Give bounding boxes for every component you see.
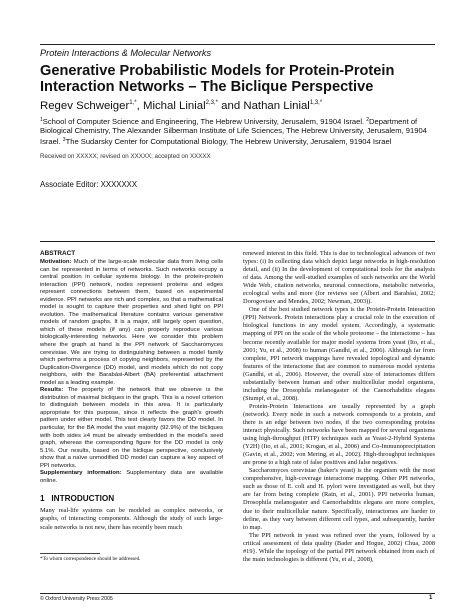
- journal-name: Protein Interactions & Molecular Networks: [40, 48, 212, 58]
- abstract-heading: ABSTRACT: [40, 250, 76, 257]
- author-name: Regev Schweiger: [40, 100, 130, 112]
- intro-paragraph: Many real-life systems can be modeled as complex networks, or graphs, of interacting components. Although the study of such large-scale networks is not new, there has recently been much: [40, 507, 223, 531]
- results-label: Results:: [40, 387, 64, 394]
- author-affiliation-marker: 1,*: [129, 100, 137, 106]
- affiliations: [40, 116, 435, 146]
- author-name: Michal Linial: [142, 100, 206, 112]
- motivation-label: Motivation:: [40, 259, 72, 265]
- abstract-motivation: [40, 259, 223, 387]
- paragraph: Saccharomyces cerevisiae (baker's yeast) is the organism with the most comprehensive, high-coverage interactome mapping. Other PPI networks, such as those of E. coli and H. pylori were investigated as well, but they are far from being complete (Rain, et al., 2001). PPI networks human, Drosophila melanogaster and Caenorhabditis elegans are more complex, due to their multicellular nature. Specifically, interactomes are harder to define, as they vary between different cell types, and subsequently, harder to map.: [243, 467, 435, 531]
- author-affiliation-marker: 1,3,*: [309, 100, 323, 106]
- footnote: *To whom correspondence should be addressed.: [40, 555, 141, 562]
- abstract-results: [40, 387, 223, 470]
- author-name: Nathan Linial: [243, 100, 310, 112]
- right-column: [243, 250, 435, 564]
- results-text: The property of the network that we observe is the distribution of maximal bicliques in the graph. This is a novel criterion to distinguish between models in this area. It is particularly appropriate for this purpose, since it reflects the graph's growth pattern under either model. This test clearly favors the DD model. In particular, for the BA model the vast majority (92.9%) of the bicliques with both sides ≥4 must be already embedded in the model's seed graph, whereas the corresponding figure for the DD model is only 5.1%. Our results, based on the biclique perspective, conclusively show that a naïve unmodified DD model can capture a key aspect of PPI networks.: [40, 387, 223, 469]
- header-bottom-rule: [40, 241, 435, 242]
- paragraph: renewed interest in this field. This is due to technological advances of two types: (i) In collecting data which depict large networks in high-resolution detail, and (ii) In the development of computational tools for the analysis of data. Among the well-studied examples of such networks are the World Wide Web, citation networks, neuronal connections, metabolic networks, ecological webs and more (for reviews see (Albert and Barabási, 2002; Dorogovtsev and Mendes, 2002; Newman, 2003)).: [243, 250, 435, 306]
- author-separator: ,: [136, 100, 143, 112]
- affiliation-text: The Sudarsky Center for Computational Biology, The Hebrew University, Jerusalem, 91904 Israel: [65, 136, 392, 146]
- section-heading-introduction: [40, 494, 223, 503]
- author-separator: and: [218, 100, 244, 112]
- affiliation-marker: 3: [62, 136, 66, 143]
- article-header: [40, 48, 435, 189]
- section-title: INTRODUCTION: [51, 494, 115, 504]
- footnote-rule: [40, 553, 100, 554]
- affiliation-marker: 1: [40, 117, 43, 123]
- author-affiliation-marker: 2,3,*: [205, 100, 218, 106]
- author-list: [40, 97, 435, 113]
- copyright: © Oxford University Press 2005: [40, 596, 113, 602]
- paragraph: One of the best studied network types is the Protein-Protein Interaction (PPI) Network. Protein interactions play a crucial role in the execution of biological functions in any model system. Accordingly, a systematic mapping of PPI on the scale of the whole proteome – the interactome – has become recently available for major model systems from yeast (Ito, et al., 2001; Yu, et al., 2008) to human (Gandhi, et al., 2006). Although far from complete, PPI network mappings have revealed topological and dynamic features of the interactome that are common to numerous model systems (Gandhi, et al., 2006). However, the overall size of interactomes differs substantially between human and other multicellular model organisms, including the Drosophila melanogaster of the Caenorhabditis elegans (Stumpf, et al., 2008).: [243, 306, 435, 402]
- left-column: [40, 250, 223, 562]
- paragraph: Protein-Protein Interactions are usually represented by a graph (network). Every node in such a network corresponds to a protein, and there is an edge between two nodes, if the two corresponding proteins interact physically. Such networks have been mapped for several organisms using high-throughput (HTP) techniques such as Yeast-2-Hybrid Systems (Y2H) (Ito, et al., 2001; Krogan, et al., 2006) and Co-Immunoprecipitation (Gavin, et al., 2002; von Mering, et al., 2002). High-throughput techniques are prone to a high rate of false positives and false negatives.: [243, 402, 435, 467]
- abstract-supplementary: [40, 470, 223, 485]
- top-rule: [40, 44, 435, 45]
- paragraph: The PPI network in yeast was refined over the years, followed by a critical assessment of data quality (Bader and Hogue, 2002) Chua, 2008 #19}. While the topology of the partial PPI network obtained from each of the main technologies is different (Yu, et al., 2008),: [243, 531, 435, 563]
- footer-rule: [40, 593, 435, 594]
- section-number: 1: [40, 494, 45, 504]
- right-column-text: [243, 250, 435, 564]
- affiliation-text: Department of Biological Chemistry, The Alexander Silberman Institute of Life Sciences, The Hebrew University, Jerusalem, 91904 Israel.: [40, 117, 427, 146]
- associate-editor: Associate Editor: XXXXXXX: [40, 180, 138, 190]
- received-dates: Received on XXXXX; revised on XXXXX; accepted on XXXXX: [40, 153, 211, 161]
- supplementary-text: Supplementary data are available online.: [40, 470, 223, 484]
- introduction-text: [40, 507, 223, 531]
- affiliation-marker: 2: [366, 117, 370, 123]
- supplementary-label: Supplementary information:: [40, 470, 122, 477]
- article-title: Generative Probabilistic Models for Protein-Protein Interaction Networks – The Biclique Perspective: [40, 63, 395, 95]
- motivation-text: Much of the large-scale molecular data from living cells can be represented in terms of networks. Such networks occupy a central position in cellular systems biology. In the protein-protein interaction (PPI) network, nodes represent proteins and edges represent connections between them, based on experimental evidence. PPI networks are rich and complex, so that a mathematical model is sought to capture their properties and shed light on PPI evolution. The mathematical literature contains various generative models of random graphs. It is a major, still largely open question, which of these models (if any) can properly reproduce various biologically-interesting networks. Here we consider this problem where the graph at hand is the PPI network of Saccharomyces cerevisiae. We are trying to distinguishing between a model family which performs a process of copying neighbors, represented by the Duplication-Divergence (DD) model, and models which do not copy neighbors, with the Barabási-Albert (BA) preferential attachment model as a leading example.: [40, 259, 223, 386]
- affiliation-text: School of Computer Science and Engineering, The Hebrew University, Jerusalem, 91904 Israel.: [42, 117, 367, 126]
- page-number: 1: [429, 595, 433, 601]
